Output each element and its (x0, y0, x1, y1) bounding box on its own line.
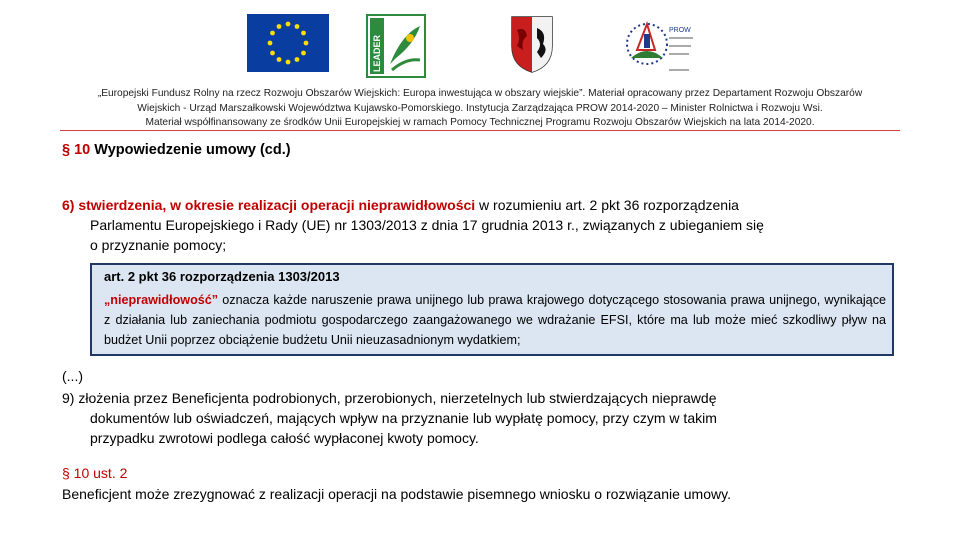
prow-logo (625, 14, 697, 78)
subsection-text: Beneficjent może zrezygnować z realizacji operacji na podstawie pisemnego wniosku o rozwiązanie umowy. (62, 486, 731, 502)
list-item-9 (62, 388, 885, 448)
disclaimer-line-3: Materiał współfinansowany ze środków Unii Europejskiej w ramach Pomocy Technicznej Programu Rozwoju Obszarów Wiejskich na lata 2014-2020. (145, 117, 815, 128)
item-9-number: 9) (62, 390, 75, 406)
definition-box-title: art. 2 pkt 36 rozporządzenia 1303/2013 (104, 269, 340, 284)
definition-box-text (104, 290, 886, 350)
disclaimer-line-2: Wiejskich - Urząd Marszałkowski Województwa Kujawsko-Pomorskiego. Instytucja Zarządzająca PROW 2014-2020 – Minister Rolnictwa i Rozwoju Wsi. (137, 102, 823, 114)
item-6-line-1 (62, 195, 885, 215)
subsection-reference: § 10 ust. 2 (62, 465, 128, 481)
item-9-line-1 (62, 388, 885, 408)
funding-disclaimer (40, 87, 920, 131)
header-divider (60, 130, 900, 131)
disclaimer-line-1: „Europejski Fundusz Rolny na rzecz Rozwoju Obszarów Wiejskich: Europa inwestująca w obszary wiejskie”. Materiał opracowany przez Departament Rozwoju Obszarów (97, 88, 863, 99)
item-6-text: w rozumieniu art. 2 pkt 36 rozporządzenia (475, 197, 739, 213)
section-title (62, 142, 291, 158)
coat-of-arms-logo (509, 14, 555, 74)
item-6-line-2: Parlamentu Europejskiego i Rady (UE) nr 1303/2013 z dnia 17 grudnia 2013 r., związanych z ubieganiem się (90, 217, 764, 233)
omission-marker: (...) (62, 368, 83, 384)
list-item-6 (62, 195, 885, 255)
leader-logo-text: LEADER (372, 34, 382, 72)
definition-box (90, 263, 894, 356)
section-title-text: Wypowiedzenie umowy (cd.) (94, 142, 291, 158)
item-9-line-3: przypadku zwrotowi podlega całość wypłaconej kwoty pomocy. (90, 430, 479, 446)
leader-logo (366, 14, 426, 78)
section-symbol: § 10 (62, 142, 91, 158)
item-9-line-2: dokumentów lub oświadczeń, mających wpływ na przyznanie lub wypłatę pomocy, przy czym w takim (90, 410, 717, 426)
item-6-highlight: stwierdzenia, w okresie realizacji operacji nieprawidłowości (78, 197, 476, 213)
logo-bar (0, 14, 960, 78)
prow-logo-text: PROW (669, 27, 691, 34)
item-9-text-1: złożenia przez Beneficjenta podrobionych, przerobionych, nierzetelnych lub stwierdzających nieprawdę (78, 390, 717, 406)
eu-flag-logo (247, 14, 329, 72)
definition-term: „nieprawidłowość” (104, 293, 219, 307)
item-6-line-3: o przyznanie pomocy; (90, 237, 227, 253)
definition-body: oznacza każde naruszenie prawa unijnego lub prawa krajowego dotyczącego stosowania prawa unijnego, wynikające z działania lub zaniechania podmiotu gospodarczego zaangażowanego we wdrażanie EFSI, które ma lub może mieć szkodliwy pływ na budżet Unii poprzez obciążenie budżetu Unii nieuzasadnionym wydatkiem; (104, 293, 886, 347)
item-6-number: 6) (62, 197, 75, 213)
